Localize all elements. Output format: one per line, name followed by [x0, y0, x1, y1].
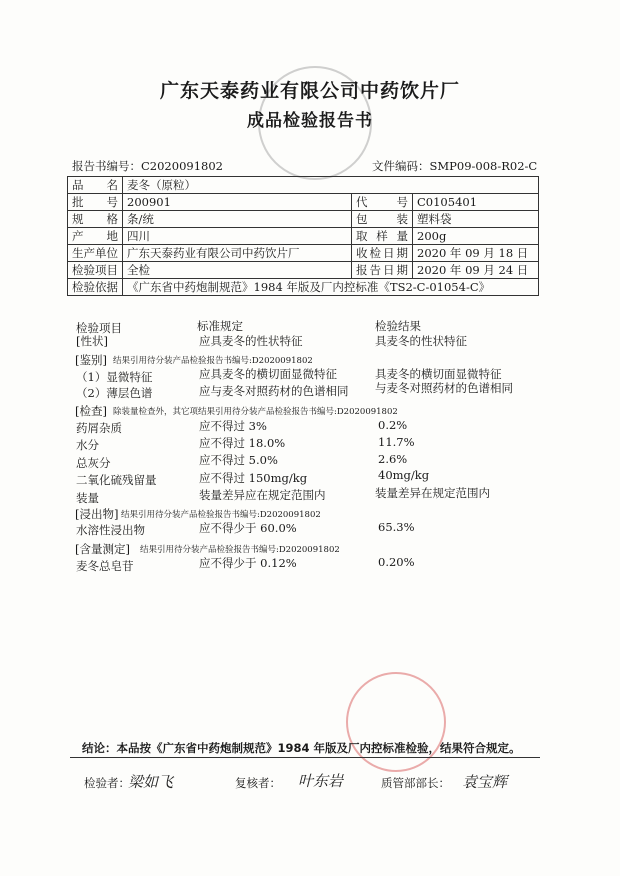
row-impurity-result: 0.2% — [378, 418, 408, 432]
col-item-header: 检验项目 — [76, 321, 122, 335]
row-impurity-standard: 应不得过 3% — [199, 419, 267, 433]
row-extract-item: 水溶性浸出物 — [76, 523, 145, 537]
inspector-signature: 梁如飞 — [128, 773, 174, 791]
producer-value: 广东天泰药业有限公司中药饮片厂 — [123, 245, 352, 262]
row-microscopy-standard: 应具麦冬的横切面显微特征 — [199, 367, 337, 381]
row-appearance-item: [性状] — [76, 334, 108, 348]
row-moisture-item: 水分 — [76, 438, 99, 452]
sample-label: 取 样 量 — [352, 228, 413, 245]
product-info-table — [67, 176, 539, 296]
manager-label: 质管部部长： — [381, 776, 450, 790]
origin-label: 产 地 — [68, 228, 123, 245]
basis-label: 检验依据 — [68, 279, 123, 296]
row-moisture-result: 11.7% — [378, 435, 415, 449]
report-number — [72, 158, 223, 174]
section-assay-note: 结果引用待分装产品检验报告书编号:D2020091802 — [140, 545, 340, 555]
spec-label: 规 格 — [68, 211, 123, 228]
batch-value: 200901 — [123, 194, 352, 211]
basis-value: 《广东省中药炮制规范》1984 年版及厂内控标准《TS2-C-01054-C》 — [123, 279, 539, 296]
code-label: 代 号 — [352, 194, 413, 211]
row-so2-item: 二氧化硫残留量 — [76, 473, 157, 487]
row-ash-item: 总灰分 — [76, 456, 111, 470]
section-extract-note: 结果引用待分装产品检验报告书编号:D2020091802 — [121, 510, 321, 520]
name-label: 品 名 — [68, 177, 123, 194]
row-ash-result: 2.6% — [378, 452, 408, 466]
section-assay: [含量测定] — [75, 542, 130, 556]
test-item-value: 全检 — [123, 262, 352, 279]
row-appearance-standard: 应具麦冬的性状特征 — [199, 334, 303, 348]
row-fill-standard: 装量差异应在规定范围内 — [199, 488, 326, 502]
file-number-value: SMP09-008-R02-C — [429, 159, 538, 173]
manager-signature: 袁宝辉 — [462, 773, 508, 791]
pack-label: 包 装 — [352, 211, 413, 228]
row-microscopy-result: 具麦冬的横切面显微特征 — [375, 367, 502, 381]
report-title: 成品检验报告书 — [247, 111, 373, 131]
reviewer-label: 复核者： — [235, 776, 281, 790]
code-value: C0105401 — [413, 194, 539, 211]
conclusion: 结论：本品按《广东省中药炮制规范》1984 年版及厂内控标准检验，结果符合规定。 — [82, 741, 521, 755]
row-saponin-item: 麦冬总皂苷 — [76, 559, 134, 573]
row-saponin-result: 0.20% — [378, 555, 415, 569]
report-date-value: 2020 年 09 月 24 日 — [413, 262, 539, 279]
row-ash-standard: 应不得过 5.0% — [199, 453, 278, 467]
report-number-label: 报告书编号： — [72, 159, 141, 173]
row-saponin-standard: 应不得少于 0.12% — [199, 556, 297, 570]
section-extract: [浸出物] — [75, 507, 119, 521]
section-identification: [鉴别] — [75, 353, 107, 367]
section-inspection-note: 除装量检查外，其它项结果引用待分装产品检验报告书编号:D2020091802 — [113, 407, 398, 417]
row-extract-standard: 应不得少于 60.0% — [199, 521, 297, 535]
name-value: 麦冬（原粒） — [123, 177, 539, 194]
row-tlc-standard: 应与麦冬对照药材的色谱相同 — [199, 384, 349, 398]
row-so2-result: 40mg/kg — [378, 468, 430, 482]
row-fill-result: 装量差异在规定范围内 — [375, 486, 490, 500]
received-date-label: 收检日期 — [352, 245, 413, 262]
producer-label: 生产单位 — [68, 245, 123, 262]
company-title: 广东天泰药业有限公司中药饮片厂 — [159, 80, 460, 102]
row-extract-result: 65.3% — [378, 520, 415, 534]
row-tlc-result: 与麦冬对照药材的色谱相同 — [375, 381, 513, 395]
file-number-label: 文件编码： — [372, 159, 430, 173]
inspector-label: 检验者： — [84, 776, 130, 790]
reviewer-signature: 叶东岩 — [298, 772, 344, 790]
row-so2-standard: 应不得过 150mg/kg — [199, 471, 308, 485]
test-item-label: 检验项目 — [68, 262, 123, 279]
spec-value: 条/统 — [123, 211, 352, 228]
origin-value: 四川 — [123, 228, 352, 245]
row-microscopy-item: （1）显微特征 — [76, 370, 153, 384]
conclusion-rule — [70, 757, 540, 758]
sample-value: 200g — [413, 228, 539, 245]
row-moisture-standard: 应不得过 18.0% — [199, 436, 286, 450]
row-appearance-result: 具麦冬的性状特征 — [375, 334, 467, 348]
section-inspection: [检查] — [75, 404, 107, 418]
pack-value: 塑料袋 — [413, 211, 539, 228]
col-result-header: 检验结果 — [375, 319, 421, 333]
report-number-value: C2020091802 — [141, 159, 223, 173]
file-number — [372, 158, 537, 174]
col-standard-header: 标准规定 — [197, 319, 243, 333]
batch-label: 批 号 — [68, 194, 123, 211]
report-date-label: 报告日期 — [352, 262, 413, 279]
row-impurity-item: 药屑杂质 — [76, 421, 122, 435]
row-tlc-item: （2）薄层色谱 — [76, 386, 153, 400]
received-date-value: 2020 年 09 月 18 日 — [413, 245, 539, 262]
row-fill-item: 装量 — [76, 491, 99, 505]
section-identification-note: 结果引用待分装产品检验报告书编号:D2020091802 — [113, 356, 313, 366]
